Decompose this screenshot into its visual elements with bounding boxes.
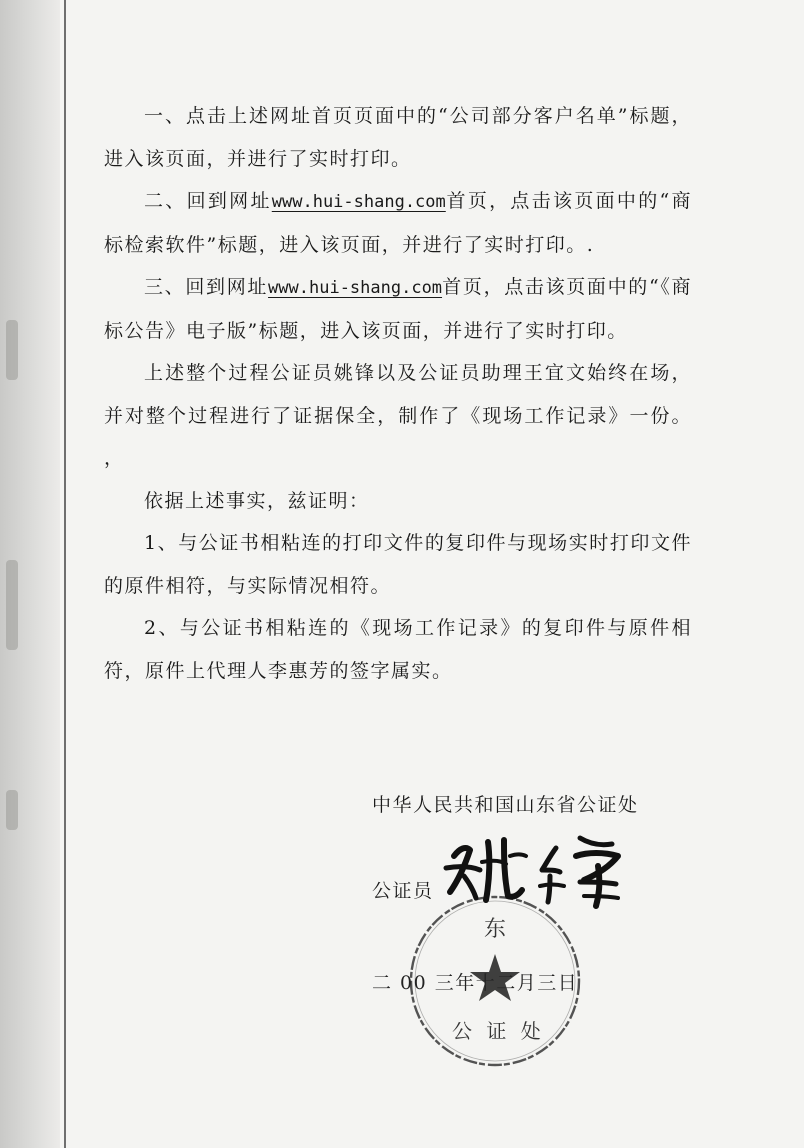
paragraph-6 xyxy=(104,522,692,607)
seal-bottom-text: 公 证 处 xyxy=(452,1019,545,1043)
paragraph-text: 三、回到网址 xyxy=(144,276,269,298)
paragraph-3 xyxy=(104,266,692,352)
paragraph-text: 首页，点击该页面中的“《商标公告》电子版”标题，进入该页面，并进行了实时打印。 xyxy=(104,276,692,342)
document-date: 二 00 三年十二月三日 xyxy=(372,972,579,994)
paragraph-text: 1、与公证书相粘连的打印文件的复印件与现场实时打印文件的原件相符，与实际情况相符。 xyxy=(104,532,692,597)
paragraph-5 xyxy=(104,480,692,523)
document-body xyxy=(104,95,692,692)
scan-smudge xyxy=(6,320,18,380)
notary-signature xyxy=(440,826,630,912)
paragraph-text: 上述整个过程公证员姚锋以及公证员助理王宜文始终在场，并对整个过程进行了证据保全，制作了《现场工作记录》一份。 ， xyxy=(104,362,692,469)
paragraph-text: 2、与公证书相粘连的《现场工作记录》的复印件与原件相符，原件上代理人李惠芳的签字属实。 xyxy=(104,617,692,682)
paragraph-1 xyxy=(104,95,692,180)
issuing-organization: 中华人民共和国山东省公证处 xyxy=(372,794,639,816)
scan-page-edge xyxy=(0,0,60,1148)
scan-smudge xyxy=(6,790,18,830)
paragraph-text: 首页，点击该页面中的“商标检索软件”标题，进入该页面，并进行了实时打印。. xyxy=(104,190,692,256)
notary-label: 公证员 xyxy=(372,880,434,902)
paragraph-2 xyxy=(104,180,692,266)
paragraph-7 xyxy=(104,607,692,692)
seal-top-text: 东 xyxy=(484,917,507,942)
paragraph-text: 二、回到网址 xyxy=(144,190,272,212)
paragraph-4 xyxy=(104,352,692,480)
paragraph-text: 依据上述事实，兹证明： xyxy=(144,489,370,512)
website-link: www.hui-shang.com xyxy=(271,192,446,212)
website-link: www.hui-shang.com xyxy=(268,278,443,298)
scan-smudge xyxy=(6,560,18,650)
page-fold-line xyxy=(64,0,66,1148)
paragraph-text: 一、点击上述网址首页页面中的“公司部分客户名单”标题，进入该页面，并进行了实时打印。 xyxy=(104,105,692,170)
